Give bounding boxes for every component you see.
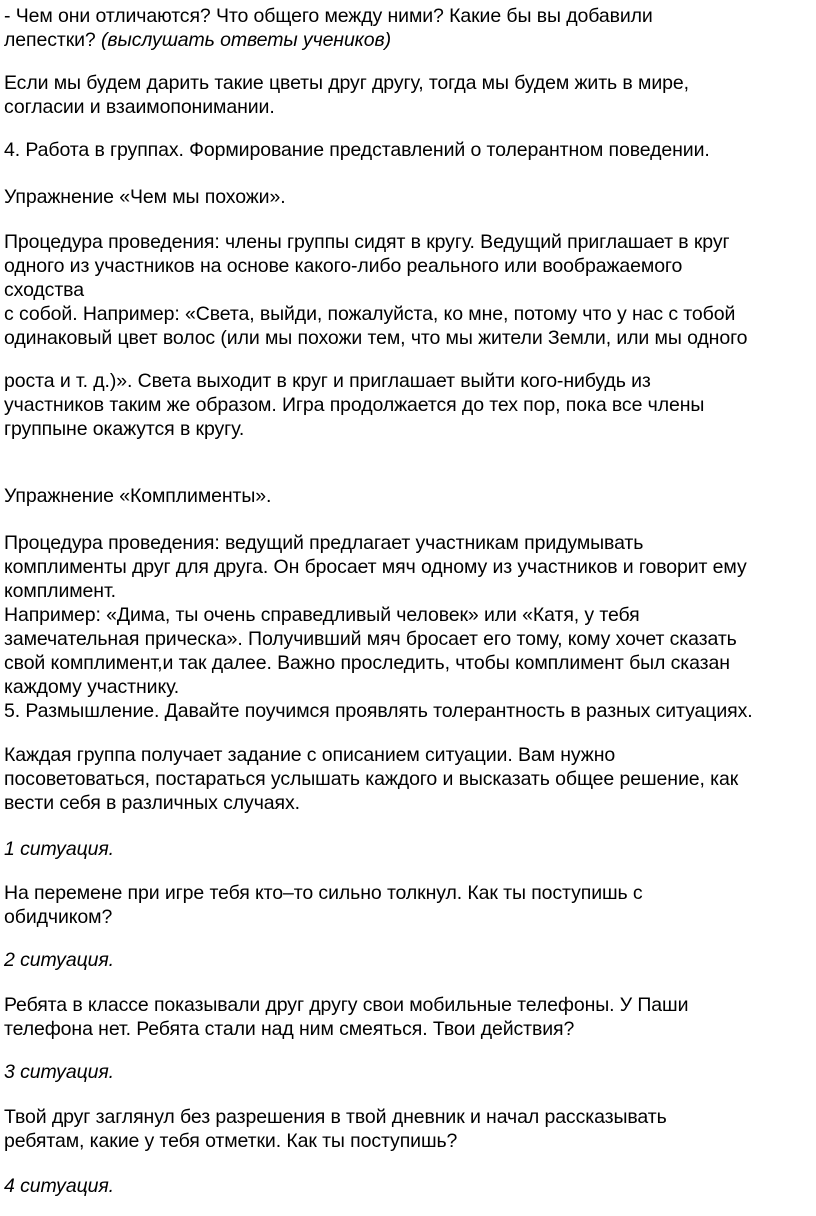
text-line: [4, 1174, 114, 1198]
text-run: Упражнение «Комплименты».: [4, 485, 272, 507]
text-line: [4, 948, 114, 972]
text-run: комплименты друг для друга. Он бросает мяч одному из участников и говорит ему: [4, 556, 747, 578]
text-line: [4, 417, 244, 441]
italic-text-run: 2 ситуация.: [4, 949, 114, 971]
text-line: [4, 791, 300, 815]
text-line: [4, 837, 114, 861]
italic-text-run: 4 ситуация.: [4, 1175, 114, 1197]
text-run: ребятам, какие у тебя отметки. Как ты поступишь?: [4, 1130, 458, 1152]
text-line: [4, 4, 653, 28]
text-line: [4, 1017, 574, 1041]
text-line: [4, 254, 682, 278]
text-line: [4, 230, 730, 254]
text-line: [4, 1105, 667, 1129]
text-run: обидчиком?: [4, 906, 113, 928]
text-run: - Чем они отличаются? Что общего между ними? Какие бы вы добавили: [4, 5, 653, 27]
text-line: [4, 627, 737, 651]
text-line: [4, 881, 643, 905]
text-line: [4, 185, 286, 209]
italic-text-run: 3 ситуация.: [4, 1061, 114, 1083]
text-line: [4, 484, 271, 508]
text-run: комплимент.: [4, 580, 116, 602]
text-run: каждому участнику.: [4, 676, 180, 698]
text-line: [4, 603, 640, 627]
text-line: [4, 743, 615, 767]
text-line: [4, 651, 730, 675]
text-line: [4, 369, 651, 393]
text-line: [4, 393, 704, 417]
text-run: посоветоваться, постараться услышать каждого и высказать общее решение, как: [4, 768, 739, 790]
text-run: участников таким же образом. Игра продолжается до тех пор, пока все члены: [4, 394, 705, 416]
text-line: [4, 1129, 457, 1153]
text-run: Каждая группа получает задание с описанием ситуации. Вам нужно: [4, 744, 616, 766]
text-run: замечательная прическа». Получивший мяч бросает его тому, кому хочет сказать: [4, 628, 737, 650]
text-line: [4, 278, 84, 302]
text-run: свой комплимент,и так далее. Важно проследить, чтобы комплимент был сказан: [4, 652, 730, 674]
text-run: группыне окажутся в кругу.: [4, 418, 245, 440]
text-run: Упражнение «Чем мы похожи».: [4, 186, 286, 208]
italic-text-run: 1 ситуация.: [4, 838, 114, 860]
text-run: вести себя в различных случаях.: [4, 792, 300, 814]
text-run: 5. Размышление. Давайте поучимся проявлять толерантность в разных ситуациях.: [4, 700, 753, 722]
text-run: Процедура проведения: ведущий предлагает участникам придумывать: [4, 532, 644, 554]
text-run: согласии и взаимопонимании.: [4, 96, 275, 118]
text-line: [4, 1060, 114, 1084]
text-line: [4, 138, 710, 162]
text-line: [4, 531, 643, 555]
text-run: Твой друг заглянул без разрешения в твой дневник и начал рассказывать: [4, 1106, 667, 1128]
text-line: [4, 555, 747, 579]
text-run: роста и т. д.)». Света выходит в круг и приглашает выйти кого-нибудь из: [4, 370, 651, 392]
text-run: телефона нет. Ребята стали над ним смеяться. Твои действия?: [4, 1018, 575, 1040]
italic-text-run: (выслушать ответы учеников): [101, 29, 392, 51]
text-line: [4, 993, 688, 1017]
text-line: [4, 905, 112, 929]
text-run: сходства: [4, 279, 84, 301]
text-run: лепестки?: [4, 29, 101, 51]
text-run: Ребята в классе показывали друг другу свои мобильные телефоны. У Паши: [4, 994, 689, 1016]
text-run: одинаковый цвет волос (или мы похожи тем, что мы жители Земли, или мы одного: [4, 327, 748, 349]
text-line: [4, 71, 689, 95]
text-line: [4, 28, 391, 52]
text-run: Например: «Дима, ты очень справедливый человек» или «Катя, у тебя: [4, 604, 640, 626]
text-run: Если мы будем дарить такие цветы друг другу, тогда мы будем жить в мире,: [4, 72, 689, 94]
text-line: [4, 699, 753, 723]
text-run: 4. Работа в группах. Формирование представлений о толерантном поведении.: [4, 139, 710, 161]
text-line: [4, 326, 747, 350]
text-line: [4, 302, 735, 326]
text-run: одного из участников на основе какого-либо реального или воображаемого: [4, 255, 683, 277]
text-line: [4, 95, 275, 119]
text-line: [4, 675, 179, 699]
text-line: [4, 767, 738, 791]
text-run: с собой. Например: «Света, выйди, пожалуйста, ко мне, потому что у нас с тобой: [4, 303, 736, 325]
text-line: [4, 579, 116, 603]
text-run: Процедура проведения: члены группы сидят в кругу. Ведущий приглашает в круг: [4, 231, 730, 253]
text-run: На перемене при игре тебя кто–то сильно толкнул. Как ты поступишь с: [4, 882, 643, 904]
